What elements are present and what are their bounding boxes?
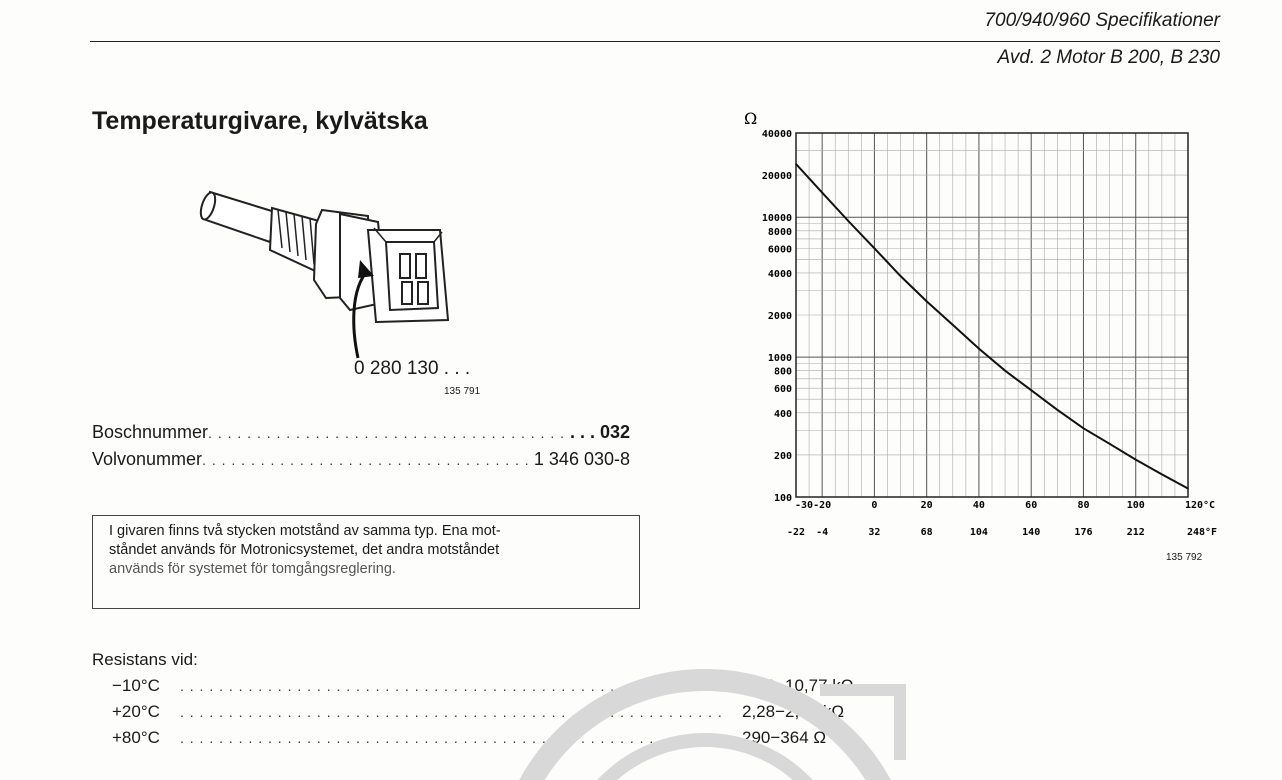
x-tick-label-celsius: 100 — [1126, 500, 1145, 511]
y-tick-label: 100 — [773, 493, 792, 504]
data-point — [874, 247, 876, 249]
data-point — [1030, 389, 1032, 391]
resistance-temp: +20°C — [112, 702, 160, 721]
leader-dots — [180, 676, 728, 696]
x-tick-label-fahrenheit: 32 — [868, 527, 881, 538]
y-tick-label: 10000 — [761, 213, 792, 225]
resistance-heading: Resistans vid: — [92, 650, 198, 669]
data-point — [1004, 370, 1006, 372]
header-title: 700/940/960 Specifikationer — [984, 10, 1220, 31]
data-point — [926, 301, 928, 303]
y-tick-labels — [762, 129, 792, 504]
x-tick-label-celsius: 120°C — [1184, 500, 1216, 511]
note-line: I givaren finns två stycken motstånd av samma typ. Ena mot- — [109, 523, 501, 539]
resistance-row — [112, 676, 892, 696]
resistance-temp: −10°C — [112, 676, 160, 695]
x-tick-label-fahrenheit: 176 — [1074, 527, 1093, 538]
spec-value: 1 346 030-8 — [533, 449, 630, 469]
x-tick-label-fahrenheit: 104 — [969, 527, 988, 538]
y-tick-label: 800 — [773, 366, 792, 378]
x-tick-label-celsius: 20 — [920, 500, 933, 511]
spec-label: Boschnummer — [92, 422, 209, 442]
leader-dots — [180, 728, 728, 748]
header-subtitle: Avd. 2 Motor B 200, B 230 — [997, 47, 1220, 68]
data-point — [847, 220, 849, 222]
resistance-value: 8,10−10,77 kΩ — [742, 676, 854, 695]
x-tick-label-fahrenheit: -22 — [786, 527, 806, 538]
data-point — [1057, 409, 1059, 411]
y-tick-label: 200 — [773, 450, 792, 462]
y-tick-label: 6000 — [767, 244, 792, 256]
y-tick-label: 40000 — [761, 129, 792, 140]
x-tick-label-celsius: 40 — [972, 500, 985, 511]
figure-number-sensor: 135 791 — [444, 386, 481, 397]
data-point — [1109, 443, 1111, 445]
data-point — [900, 275, 902, 277]
leader-dots — [180, 702, 728, 722]
x-tick-labels-celsius — [795, 500, 1215, 511]
data-point — [952, 324, 954, 326]
y-tick-label: 1000 — [767, 353, 792, 365]
y-tick-label: 4000 — [767, 268, 792, 280]
data-point — [978, 348, 980, 350]
y-tick-label: 8000 — [767, 226, 792, 238]
spec-label: Volvonummer — [92, 449, 203, 469]
y-tick-label: 20000 — [761, 171, 792, 183]
resistance-temp: +80°C — [112, 728, 160, 747]
data-point — [1135, 459, 1137, 461]
data-point — [821, 192, 823, 194]
x-tick-label-fahrenheit: 140 — [1022, 527, 1041, 538]
resistance-value: 2,28−2,72 kΩ — [742, 702, 845, 721]
note-line: ståndet används för Motronicsystemet, det andra motståndet — [109, 542, 500, 558]
x-tick-label-fahrenheit: 68 — [920, 527, 933, 538]
spec-value: . . . 032 — [569, 422, 630, 442]
x-tick-label-celsius: 0 — [871, 500, 878, 511]
x-tick-label-celsius: 80 — [1077, 500, 1090, 511]
x-tick-label-celsius: -20 — [813, 500, 832, 511]
x-tick-label-celsius: -30 — [794, 500, 814, 511]
section-title: Temperaturgivare, kylvätska — [92, 107, 428, 135]
part-number: 0 280 130 . . . — [354, 358, 471, 379]
note-line: används för systemet för tomgångsreglering. — [109, 561, 396, 577]
x-tick-label-fahrenheit: -4 — [816, 527, 829, 538]
x-tick-label-fahrenheit: 212 — [1126, 527, 1145, 538]
data-point — [795, 163, 797, 165]
data-point — [1083, 427, 1085, 429]
figure-number-chart: 135 792 — [1166, 552, 1203, 563]
resistance-row — [112, 728, 892, 748]
y-tick-label: 2000 — [767, 311, 792, 322]
data-point — [1187, 488, 1189, 490]
x-tick-labels-fahrenheit — [787, 527, 1217, 538]
y-tick-label: 400 — [773, 408, 792, 420]
y-axis-label: Ω — [744, 109, 758, 128]
x-tick-label-celsius: 60 — [1025, 500, 1038, 511]
resistance-value: 290−364 Ω — [742, 728, 827, 747]
y-tick-label: 600 — [773, 384, 792, 396]
chart-grid — [796, 133, 1188, 497]
data-point — [1161, 474, 1163, 476]
x-tick-label-fahrenheit: 248°F — [1186, 527, 1218, 538]
resistance-row — [112, 702, 892, 722]
